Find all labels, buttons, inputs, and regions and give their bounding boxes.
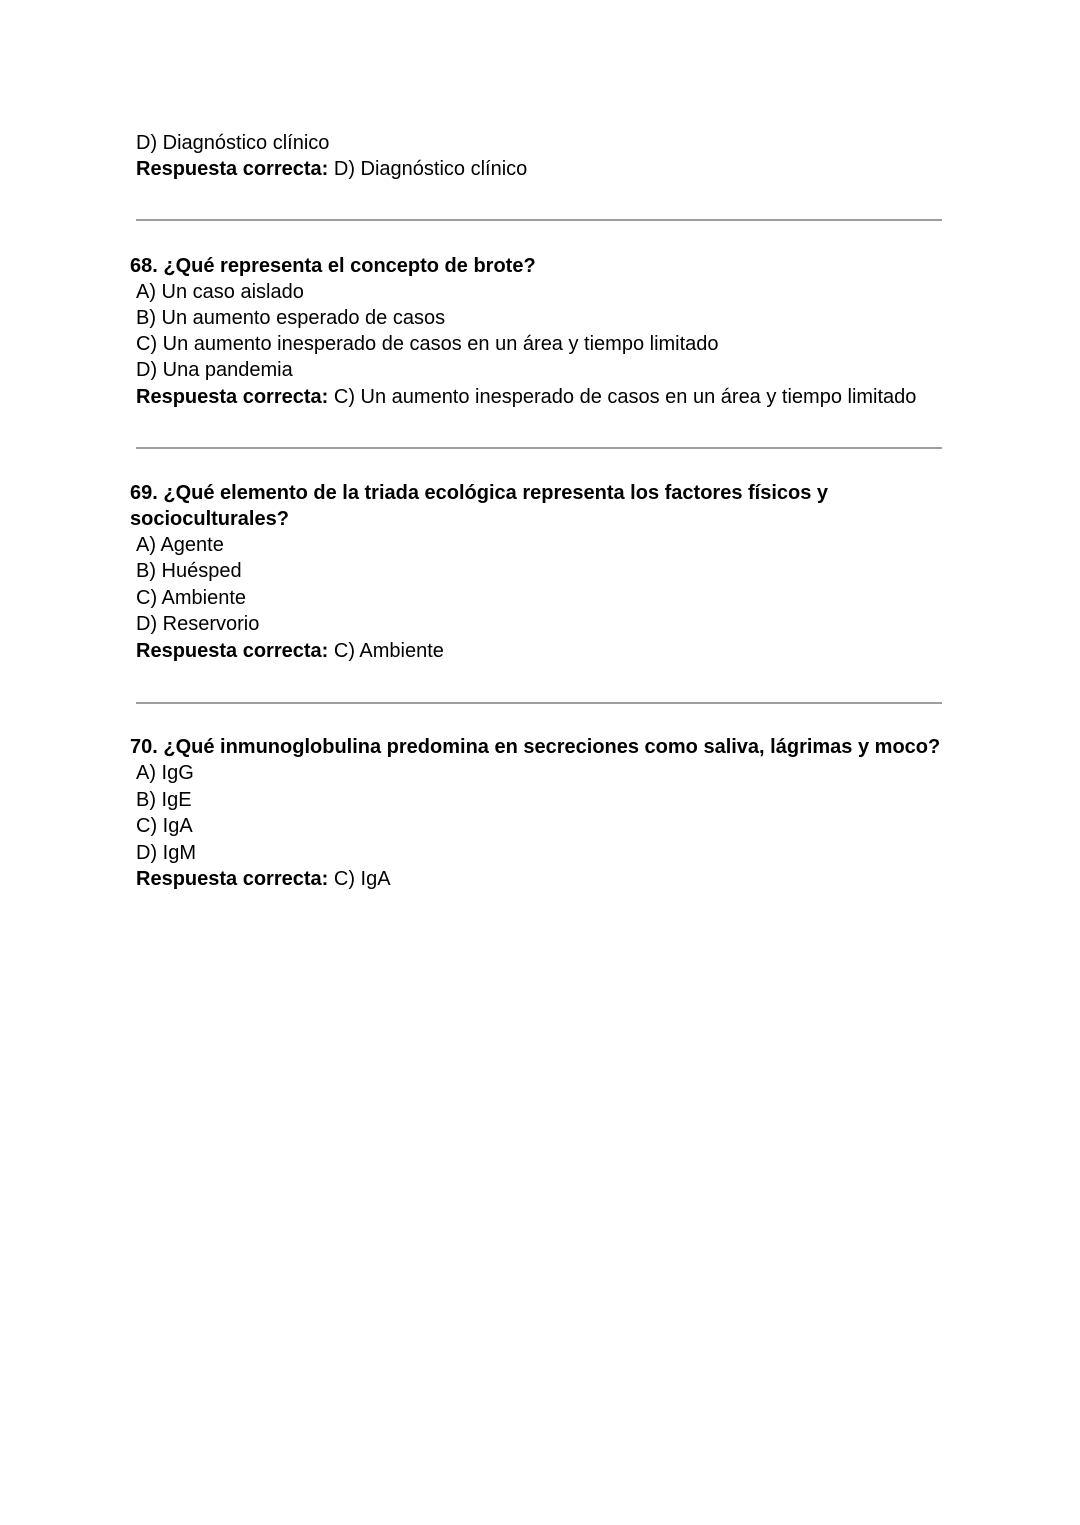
option-d: D) Una pandemia bbox=[136, 359, 293, 381]
option-d: D) Diagnóstico clínico bbox=[136, 132, 330, 154]
option-b: B) Huésped bbox=[136, 560, 242, 582]
correct-answer-value: C) IgA bbox=[333, 868, 391, 890]
section-divider bbox=[136, 702, 942, 704]
option-b: B) Un aumento esperado de casos bbox=[136, 307, 446, 329]
option-c: C) IgA bbox=[136, 815, 193, 837]
section-divider bbox=[136, 219, 942, 221]
correct-answer-label: Respuesta correcta: bbox=[136, 158, 329, 180]
question-title: 69. ¿Qué elemento de la triada ecológica representa los factores físicos y bbox=[130, 482, 829, 504]
correct-answer-label: Respuesta correcta: bbox=[136, 386, 329, 408]
option-a: A) Agente bbox=[136, 534, 224, 556]
option-a: A) Un caso aislado bbox=[136, 281, 304, 303]
question-title: 68. ¿Qué representa el concepto de brote? bbox=[130, 255, 536, 277]
correct-answer-value: C) Un aumento inesperado de casos en un área y tiempo limitado bbox=[333, 386, 917, 408]
option-b: B) IgE bbox=[136, 789, 192, 811]
question-title-continuation: socioculturales? bbox=[130, 508, 289, 530]
correct-answer-value: C) Ambiente bbox=[333, 640, 444, 662]
correct-answer bbox=[136, 156, 527, 182]
option-a: A) IgG bbox=[136, 762, 194, 784]
option-c: C) Un aumento inesperado de casos en un área y tiempo limitado bbox=[136, 333, 719, 355]
option-d: D) IgM bbox=[136, 842, 196, 864]
option-d: D) Reservorio bbox=[136, 613, 260, 635]
question-title: 70. ¿Qué inmunoglobulina predomina en secreciones como saliva, lágrimas y moco? bbox=[130, 736, 941, 758]
correct-answer bbox=[136, 638, 444, 664]
correct-answer-value: D) Diagnóstico clínico bbox=[333, 158, 528, 180]
option-c: C) Ambiente bbox=[136, 587, 247, 609]
correct-answer-label: Respuesta correcta: bbox=[136, 640, 329, 662]
correct-answer bbox=[136, 866, 391, 892]
correct-answer bbox=[136, 384, 916, 410]
section-divider bbox=[136, 447, 942, 449]
correct-answer-label: Respuesta correcta: bbox=[136, 868, 329, 890]
